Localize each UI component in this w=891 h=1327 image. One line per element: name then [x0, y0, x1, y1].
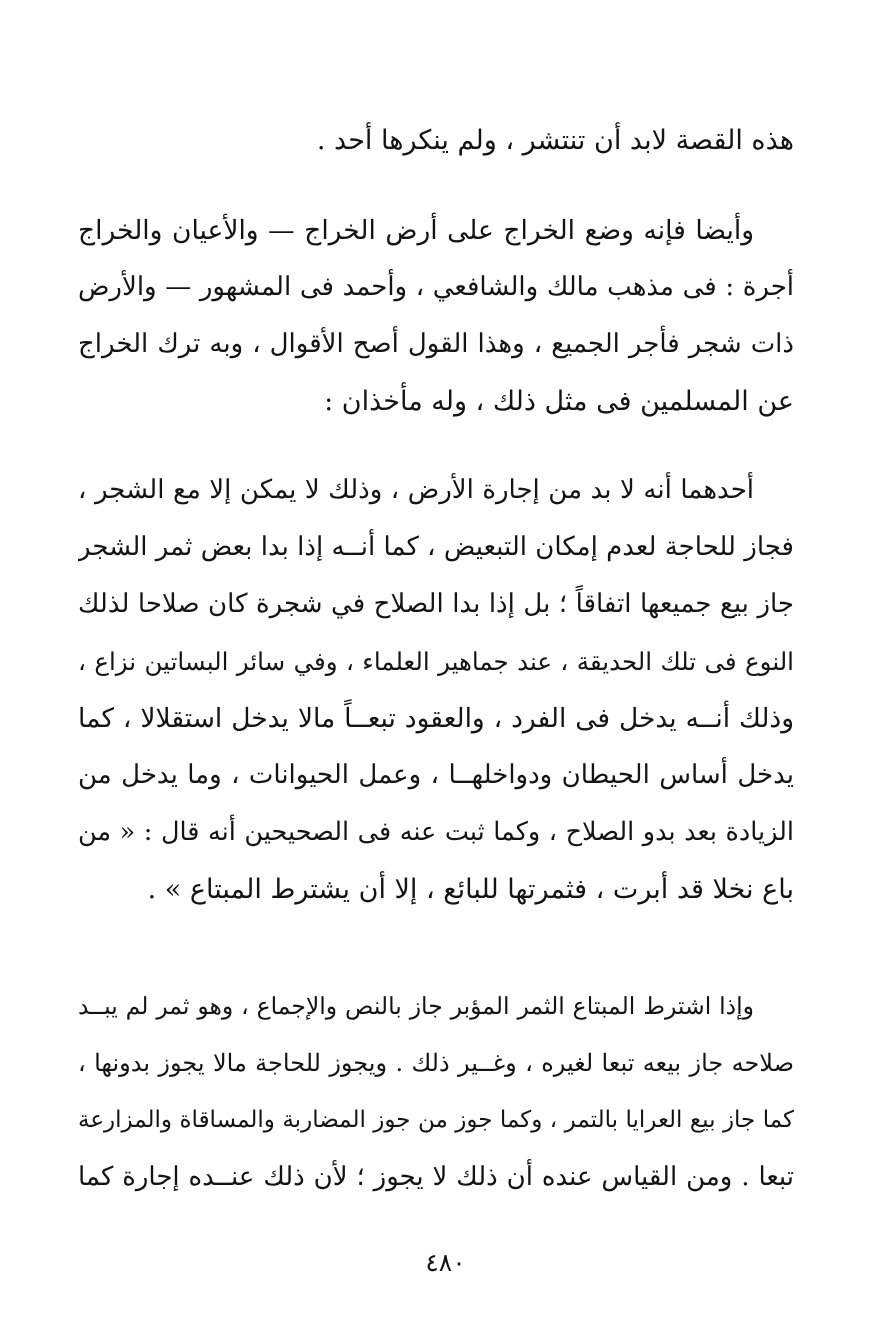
text-line: أحدهما أنه لا بد من إجارة الأرض ، وذلك لا يمكن إلا مع الشجر ، [78, 475, 754, 505]
text-line: وإذا اشترط المبتاع الثمر المؤبر جاز بالنص والإجماع ، وهو ثمر لم يبــد [78, 992, 754, 1020]
text-line: الزيادة بعد بدو الصلاح ، وكما ثبت عنه فى الصحيحين أنه قال : « من [78, 817, 794, 847]
paragraph-2 [78, 202, 794, 430]
text-line: هذه القصة لابد أن تنتشر ، ولم ينكرها أحد . [316, 125, 794, 156]
text-line: أجرة : فى مذهب مالك والشافعي ، وأحمد فى المشهور — والأرض [78, 272, 794, 302]
text-line: عن المسلمين فى مثل ذلك ، وله مأخذان : [324, 386, 794, 417]
text-line: ذات شجر فأجر الجميع ، وهذا القول أصح الأقوال ، وبه ترك الخراج [78, 329, 794, 359]
paragraph-3 [78, 462, 794, 918]
text-line: صلاحه جاز بيعه تبعا لغيره ، وغــير ذلك . ويجوز للحاجة مالا يجوز بدونها ، [78, 1049, 794, 1077]
text-line: باع نخلا قد أبرت ، فثمرتها للبائع ، إلا أن يشترط المبتاع » . [147, 874, 794, 905]
paragraph-1 [78, 112, 794, 169]
paragraph-4 [78, 978, 794, 1206]
page-number: ٤٨٠ [425, 1248, 466, 1277]
text-line: تبعا . ومن القياس عنده أن ذلك لا يجوز ؛ لأن ذلك عنــده إجارة كما [78, 1162, 794, 1192]
text-line: فجاز للحاجة لعدم إمكان التبعيض ، كما أنــه إذا بدا بعض ثمر الشجر [78, 532, 794, 562]
text-line: يدخل أساس الحيطان ودواخلهــا ، وعمل الحيوانات ، وما يدخل من [78, 760, 794, 790]
text-line: النوع فى تلك الحديقة ، عند جماهير العلماء ، وفي سائر البساتين نزاع ، [78, 647, 794, 676]
text-line: وأيضا فإنه وضع الخراج على أرض الخراج — والأعيان والخراج [78, 215, 755, 246]
text-line: وذلك أنــه يدخل فى الفرد ، والعقود تبعــاً مالا يدخل استقلالا ، كما [78, 703, 794, 734]
text-line: كما جاز بيع العرايا بالتمر ، وكما جوز من جوز المضاربة والمساقاة والمزارعة [78, 1107, 794, 1133]
text-line: جاز بيع جميعها اتفاقاً ؛ بل إذا بدا الصلاح في شجرة كان صلاحا لذلك [78, 589, 794, 619]
